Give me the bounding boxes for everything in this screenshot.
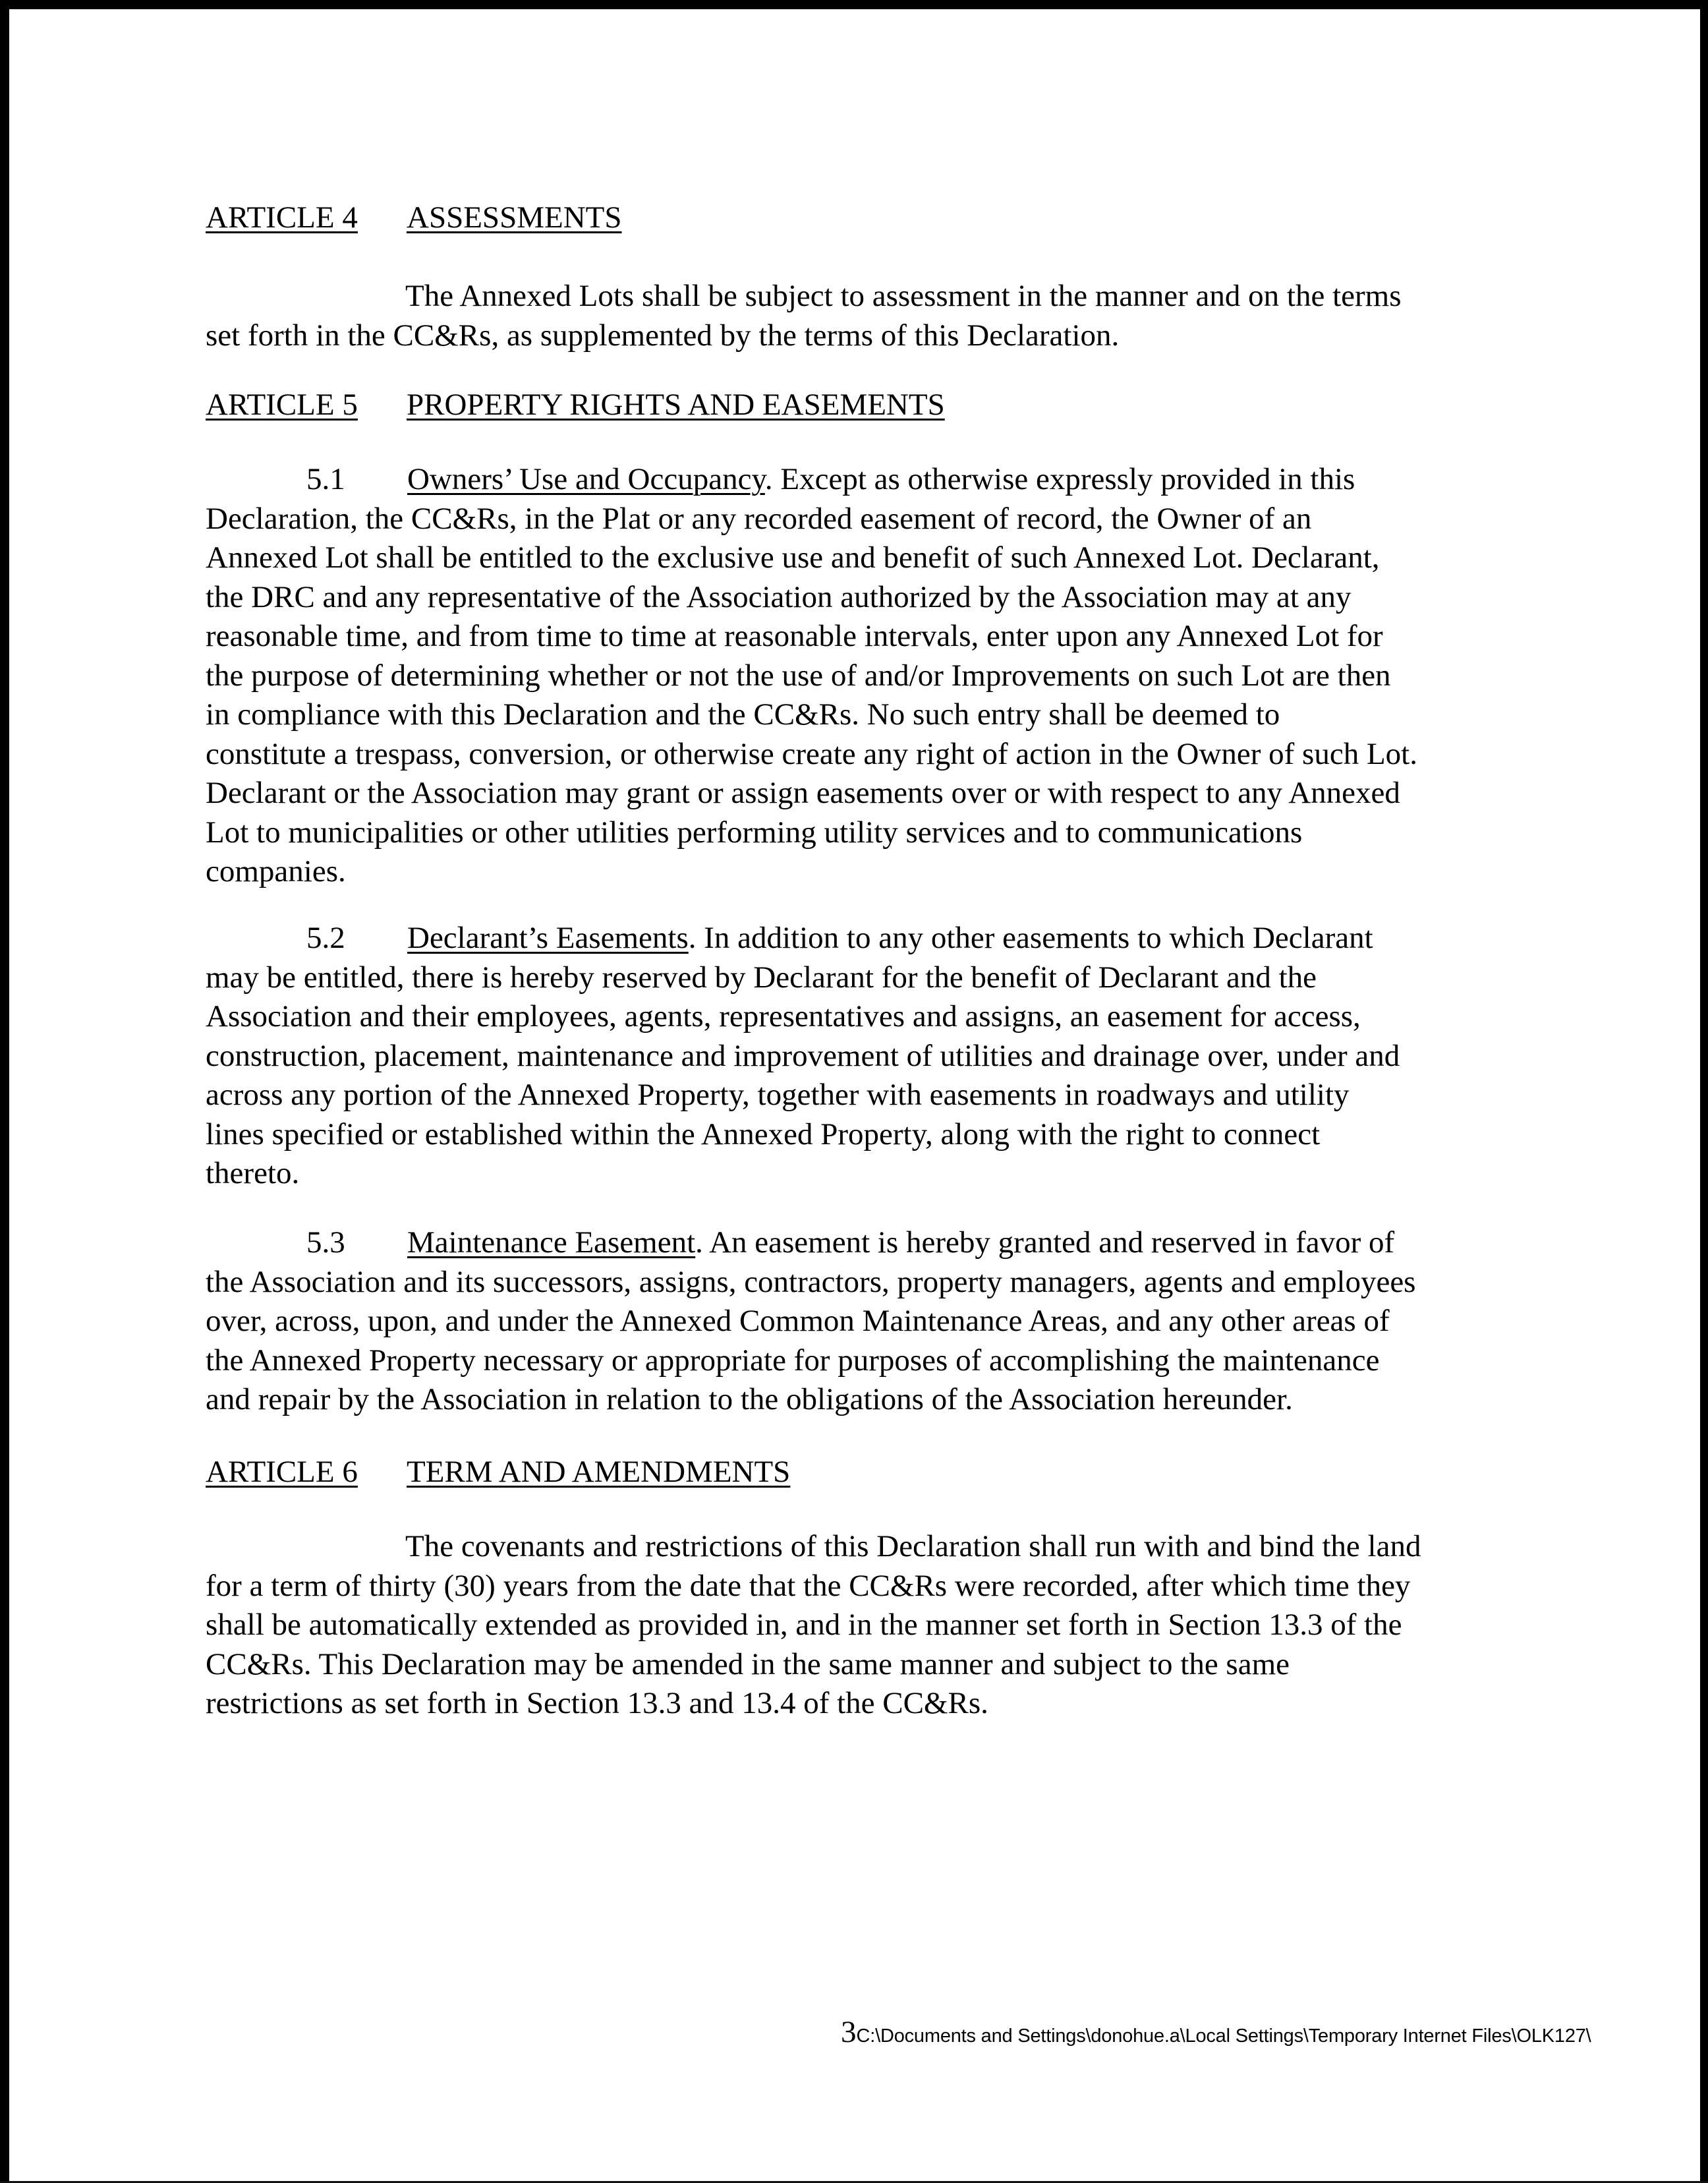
section-title: Owners’ Use and Occupancy <box>407 462 765 496</box>
article-6-line: shall be automatically extended as provided in, and in the manner set forth in Section 13.3 of the <box>206 1608 1402 1642</box>
file-path: C:\Documents and Settings\donohue.a\Local Settings\Temporary Internet Files\OLK127\ <box>856 2025 1591 2047</box>
section-line: Declaration, the CC&Rs, in the Plat or any recorded easement of record, the Owner of an <box>206 501 1312 536</box>
section-5-3-first-line <box>206 1223 1415 1263</box>
article-6-line: for a term of thirty (30) years from the date that the CC&Rs were recorded, after which time they <box>206 1568 1411 1603</box>
article-4-line: The Annexed Lots shall be subject to assessment in the manner and on the terms <box>405 279 1402 313</box>
section-5-2 <box>206 919 1400 1194</box>
article-6-title: TERM AND AMENDMENTS <box>407 1455 791 1489</box>
article-6-body <box>206 1527 1421 1724</box>
article-4-line: set forth in the CC&Rs, as supplemented by the terms of this Declaration. <box>206 318 1120 353</box>
section-line: companies. <box>206 854 346 888</box>
article-5-heading <box>206 385 945 424</box>
section-5-1-first-line <box>206 460 1417 500</box>
section-line: Annexed Lot shall be entitled to the exclusive use and benefit of such Annexed Lot. Declarant, <box>206 540 1380 575</box>
article-4-number: ARTICLE 4 <box>206 200 358 235</box>
article-6-line: The covenants and restrictions of this Declaration shall run with and bind the land <box>405 1529 1421 1563</box>
section-line: and repair by the Association in relation to the obligations of the Association hereunder. <box>206 1382 1293 1416</box>
section-line: the Annexed Property necessary or appropriate for purposes of accomplishing the maintenance <box>206 1343 1380 1378</box>
article-6-number: ARTICLE 6 <box>206 1455 358 1489</box>
section-line: thereto. <box>206 1156 300 1190</box>
article-6-heading <box>206 1452 790 1492</box>
article-4-body <box>206 277 1401 355</box>
page-footer <box>841 2014 1591 2054</box>
section-text: . In addition to any other easements to which Declarant <box>688 921 1373 955</box>
article-6-line: restrictions as set forth in Section 13.3 and 13.4 of the CC&Rs. <box>206 1686 988 1720</box>
article-4-title: ASSESSMENTS <box>407 200 622 235</box>
page-number: 3 <box>841 2015 857 2049</box>
section-number: 5.1 <box>306 462 345 496</box>
scan-border-right <box>1700 0 1708 2183</box>
section-line: the Association and its successors, assigns, contractors, property managers, agents and employees <box>206 1264 1416 1299</box>
scan-border-left <box>0 0 9 2183</box>
article-6-line: CC&Rs. This Declaration may be amended in the same manner and subject to the same <box>206 1646 1290 1681</box>
section-line: construction, placement, maintenance and improvement of utilities and drainage over, under and <box>206 1038 1400 1073</box>
section-line: reasonable time, and from time to time at reasonable intervals, enter upon any Annexed Lot for <box>206 619 1383 653</box>
section-line: Declarant or the Association may grant or assign easements over or with respect to any Annexed <box>206 776 1400 810</box>
section-line: constitute a trespass, conversion, or otherwise create any right of action in the Owner of such Lot. <box>206 736 1417 771</box>
section-number: 5.2 <box>306 921 345 955</box>
article-4-heading <box>206 198 622 237</box>
section-title: Declarant’s Easements <box>407 921 689 955</box>
section-text: . An easement is hereby granted and reserved in favor of <box>695 1225 1395 1260</box>
section-line: the DRC and any representative of the Association authorized by the Association may at any <box>206 579 1352 614</box>
section-text: . Except as otherwise expressly provided in this <box>764 462 1355 496</box>
section-line: Lot to municipalities or other utilities performing utility services and to communications <box>206 815 1303 850</box>
section-line: the purpose of determining whether or not the use of and/or Improvements on such Lot are then <box>206 658 1391 693</box>
section-title: Maintenance Easement <box>407 1225 696 1260</box>
article-5-number: ARTICLE 5 <box>206 388 358 422</box>
scan-border-top <box>0 0 1708 9</box>
section-5-1 <box>206 460 1417 892</box>
section-line: Association and their employees, agents, representatives and assigns, an easement for access, <box>206 999 1361 1033</box>
section-line: across any portion of the Annexed Property, together with easements in roadways and utility <box>206 1078 1350 1112</box>
section-number: 5.3 <box>306 1225 345 1260</box>
section-line: may be entitled, there is hereby reserved by Declarant for the benefit of Declarant and the <box>206 960 1317 995</box>
section-5-3 <box>206 1223 1415 1420</box>
section-line: lines specified or established within the Annexed Property, along with the right to connect <box>206 1117 1321 1151</box>
article-5-title: PROPERTY RIGHTS AND EASEMENTS <box>407 388 945 422</box>
section-line: in compliance with this Declaration and the CC&Rs. No such entry shall be deemed to <box>206 697 1280 732</box>
section-line: over, across, upon, and under the Annexed Common Maintenance Areas, and any other areas of <box>206 1304 1390 1338</box>
section-5-2-first-line <box>206 919 1400 958</box>
